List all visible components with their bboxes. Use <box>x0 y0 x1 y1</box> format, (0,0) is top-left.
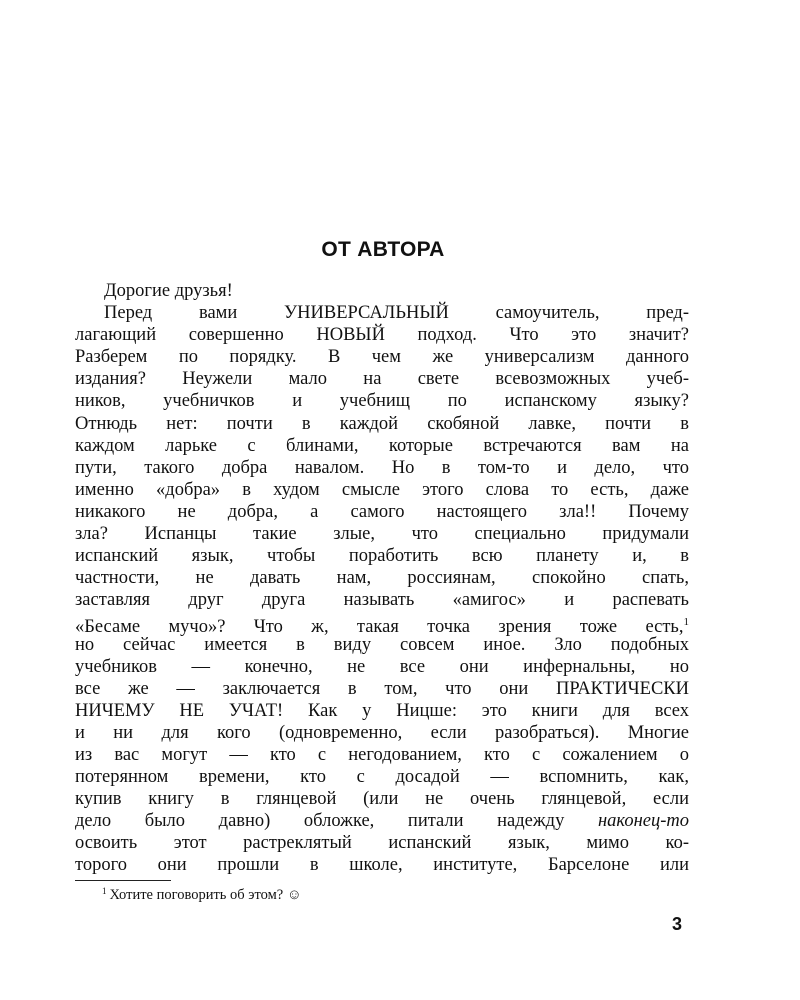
text-line: ников, учебничков и учебнищ по испанскому языку? <box>75 391 689 412</box>
page-number: 3 <box>672 914 683 934</box>
footnote-mark: 1 <box>102 886 107 896</box>
footnote-divider <box>75 880 171 881</box>
text-line: но сейчас имеется в виду совсем иное. Зло подобных <box>75 634 689 655</box>
greeting-line: Дорогие друзья! <box>104 281 233 301</box>
text-line: Отнюдь нет: почти в каждой скобяной лавке, почти в <box>75 413 689 434</box>
text-line: освоить этот растреклятый испанский язык, мимо ко- <box>75 833 689 854</box>
text-line: из вас могут — кто с негодованием, кто с сожалением о <box>75 744 689 765</box>
text-line: издания? Неужели мало на свете всевозможных учеб- <box>75 369 689 390</box>
text-line: купив книгу в глянцевой (или не очень глянцевой, если <box>75 789 689 810</box>
text-line: Перед вами УНИВЕРСАЛЬНЫЙ самоучитель, пред- <box>104 303 689 324</box>
body-text <box>75 280 689 877</box>
text-line: лагающий совершенно НОВЫЙ подход. Что это значит? <box>75 325 689 346</box>
text-line: торого они прошли в школе, институте, Барселоне или <box>75 855 689 876</box>
text-line: «Бесаме мучо»? Что ж, такая точка зрения тоже есть,$^1$ <box>75 616 689 638</box>
text-line: учебников — конечно, не все они инфернальны, но <box>75 656 689 677</box>
text-line: пути, такого добра навалом. Но в том-то и дело, что <box>75 457 689 478</box>
footnote-reference[interactable]: 1 <box>683 616 689 629</box>
text-line: испанский язык, чтобы поработить всю планету и, в <box>75 546 689 567</box>
text-line: НИЧЕМУ НЕ УЧАТ! Как у Ницше: это книги для всех <box>75 700 689 721</box>
text-line: все же — заключается в том, что они ПРАКТИЧЕСКИ <box>75 678 689 699</box>
footnote <box>102 886 302 904</box>
text-line: Разберем по порядку. В чем же универсализм данного <box>75 347 689 368</box>
text-line: частности, не давать нам, россиянам, спокойно спать, <box>75 568 689 589</box>
text-line: каждом ларьке с блинами, которые встречаются вам на <box>75 435 689 456</box>
text-line: потерянном времени, кто с досадой — вспомнить, как, <box>75 767 689 788</box>
text-line: заставляя друг друга называть «амигос» и распевать <box>75 590 689 611</box>
text-line: именно «добра» в худом смысле этого слова то есть, даже <box>75 479 689 500</box>
text-line: и ни для кого (одновременно, если разобраться). Многие <box>75 722 689 743</box>
text-line: никакого не добра, а самого настоящего зла!! Почему <box>75 501 689 522</box>
footnote-text: Хотите поговорить об этом? ☺ <box>109 887 302 903</box>
text-line: зла? Испанцы такие злые, что специально придумали <box>75 524 689 545</box>
chapter-heading: ОТ АВТОРА <box>321 238 445 261</box>
emphasis: наконец-то <box>597 811 689 832</box>
text-line: дело было давно) обложке, питали надежду наконец-то <box>75 811 689 832</box>
